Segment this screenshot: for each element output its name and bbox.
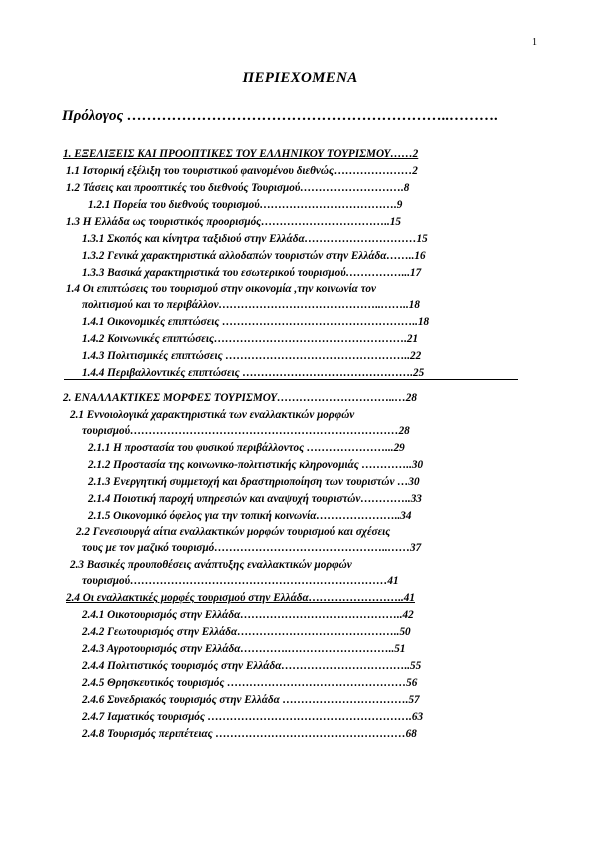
toc-entry-1-1: 1.1 Ιστορική εξέλιξη του τουριστικού φαινομένου διεθνώς…………………2 xyxy=(66,165,418,177)
toc-entry-2-4-5: 2.4.5 Θρησκευτικός τουρισμός …………………………………………56 xyxy=(82,677,418,689)
toc-entry-1-3: 1.3 Η Ελλάδα ως τουριστικός προορισμός……………………………..15 xyxy=(66,216,402,228)
toc-entry-1-2-1: 1.2.1 Πορεία του διεθνούς τουρισμού……………………………….9 xyxy=(88,199,403,211)
toc-entry-2-4-7: 2.4.7 Ιαματικός τουρισμός ……………………………………………….63 xyxy=(82,711,424,723)
toc-entry-1-4: 1.4 Οι επιπτώσεις του τουρισμού στην οικονομία ,την κοινωνία τον xyxy=(66,283,376,295)
toc-entry-2-1-1: 2.1.1 Η προστασία του φυσικού περιβάλλοντος …………………...29 xyxy=(88,442,405,454)
toc-entry-2-4-6: 2.4.6 Συνεδριακός τουρισμός στην Ελλάδα …………………………….57 xyxy=(82,694,420,706)
toc-entry-2-3-cont: τουρισμού……………………………………………………………41 xyxy=(82,575,399,587)
toc-entry-2-4-4: 2.4.4 Πολιτιστικός τουρισμός στην Ελλάδα……………………………..55 xyxy=(82,660,422,672)
toc-entry-1-2: 1.2 Τάσεις και προοπτικές του διεθνούς Τουρισμού……………………….8 xyxy=(66,182,410,194)
toc-entry-2-4-2: 2.4.2 Γεωτουρισμός στην Ελλάδα……………………………………..50 xyxy=(82,626,411,638)
toc-entry-1-4-3: 1.4.3 Πολιτισμικές επιπτώσεις …………………………………………..22 xyxy=(82,350,422,362)
toc-entry-1-4-cont: πολιτισμού και το περιβάλλον……………………………………..……..18 xyxy=(82,299,420,311)
toc-entry-2-1-2: 2.1.2 Προστασία της κοινωνικο-πολιτιστικής κληρονομιάς …………..30 xyxy=(88,459,424,471)
toc-entry-1-3-1: 1.3.1 Σκοπός και κίνητρα ταξιδιού στην Ελλάδα…………………………15 xyxy=(82,233,428,245)
toc-entry-1-4-1: 1.4.1 Οικονομικές επιπτώσεις ……………………………………………..18 xyxy=(82,316,430,328)
prologue-entry: Πρόλογος ………………………………………………………..………. xyxy=(62,108,499,124)
toc-entry-2-1: 2.1 Εννοιολογικά χαρακτηριστικά των εναλλακτικών μορφών xyxy=(70,409,355,421)
toc-entry-2-4-3: 2.4.3 Αγροτουρισμός στην Ελλάδα………….………………………..51 xyxy=(82,643,406,655)
toc-entry-1-3-2: 1.3.2 Γενικά χαρακτηριστικά αλλοδαπών τουριστών στην Ελλάδα……..16 xyxy=(82,250,426,262)
toc-entry-1-4-4: 1.4.4 Περιβαλλοντικές επιπτώσεις ……………………………………….25 xyxy=(82,367,425,379)
toc-entry-2-1-5: 2.1.5 Οικονομικό όφελος για την τοπική κοινωνία…………………..34 xyxy=(88,510,412,522)
section-divider xyxy=(64,379,518,380)
page-number: 1 xyxy=(532,37,537,48)
page-title: ΠΕΡΙΕΧΟΜΕΝΑ xyxy=(242,70,358,86)
toc-entry-2-3: 2.3 Βασικές προυποθέσεις ανάπτυξης εναλλακτικών μορφών xyxy=(70,559,352,571)
toc-entry-2-1-3: 2.1.3 Ενεργητική συμμετοχή και δραστηριοποίηση των τουριστών …30 xyxy=(88,476,420,488)
toc-entry-2: 2. ΕΝΑΛΛΑΚΤΙΚΕΣ ΜΟΡΦΕΣ ΤΟΥΡΙΣΜΟΥ…………………………..…28 xyxy=(63,392,417,404)
toc-entry-2-2: 2.2 Γενεσιουργά αίτια εναλλακτικών μορφών τουρισμού και σχέσεις xyxy=(76,526,391,538)
toc-entry-1: 1. ΕΞΕΛΙΞΕΙΣ ΚΑΙ ΠΡΟΟΠΤΙΚΕΣ ΤΟΥ ΕΛΛΗΝΙΚΟΥ ΤΟΥΡΙΣΜΟΥ……2 xyxy=(63,148,419,160)
toc-entry-2-2-cont: τους με τον μαζικό τουρισμό………………………………………..……37 xyxy=(82,542,422,554)
toc-entry-2-4-8: 2.4.8 Τουρισμός περιπέτειας ……………………………………………68 xyxy=(82,728,417,740)
toc-entry-1-4-2: 1.4.2 Κοινωνικές επιπτώσεις…………………………………………….21 xyxy=(82,333,419,345)
toc-entry-2-4-1: 2.4.1 Οικοτουρισμός στην Ελλάδα……………………………………..42 xyxy=(82,609,414,621)
toc-entry-2-1-cont: τουρισμού………………………………………………………………28 xyxy=(82,425,410,437)
toc-entry-2-4: 2.4 Οι εναλλακτικές μορφές τουρισμού στην Ελλάδα……………………..41 xyxy=(66,592,415,604)
toc-entry-1-3-3: 1.3.3 Βασικά χαρακτηριστικά του εσωτερικού τουρισμού……………...17 xyxy=(82,267,422,279)
toc-entry-2-1-4: 2.1.4 Ποιοτική παροχή υπηρεσιών και αναψυχή τουριστών…………..33 xyxy=(88,493,422,505)
